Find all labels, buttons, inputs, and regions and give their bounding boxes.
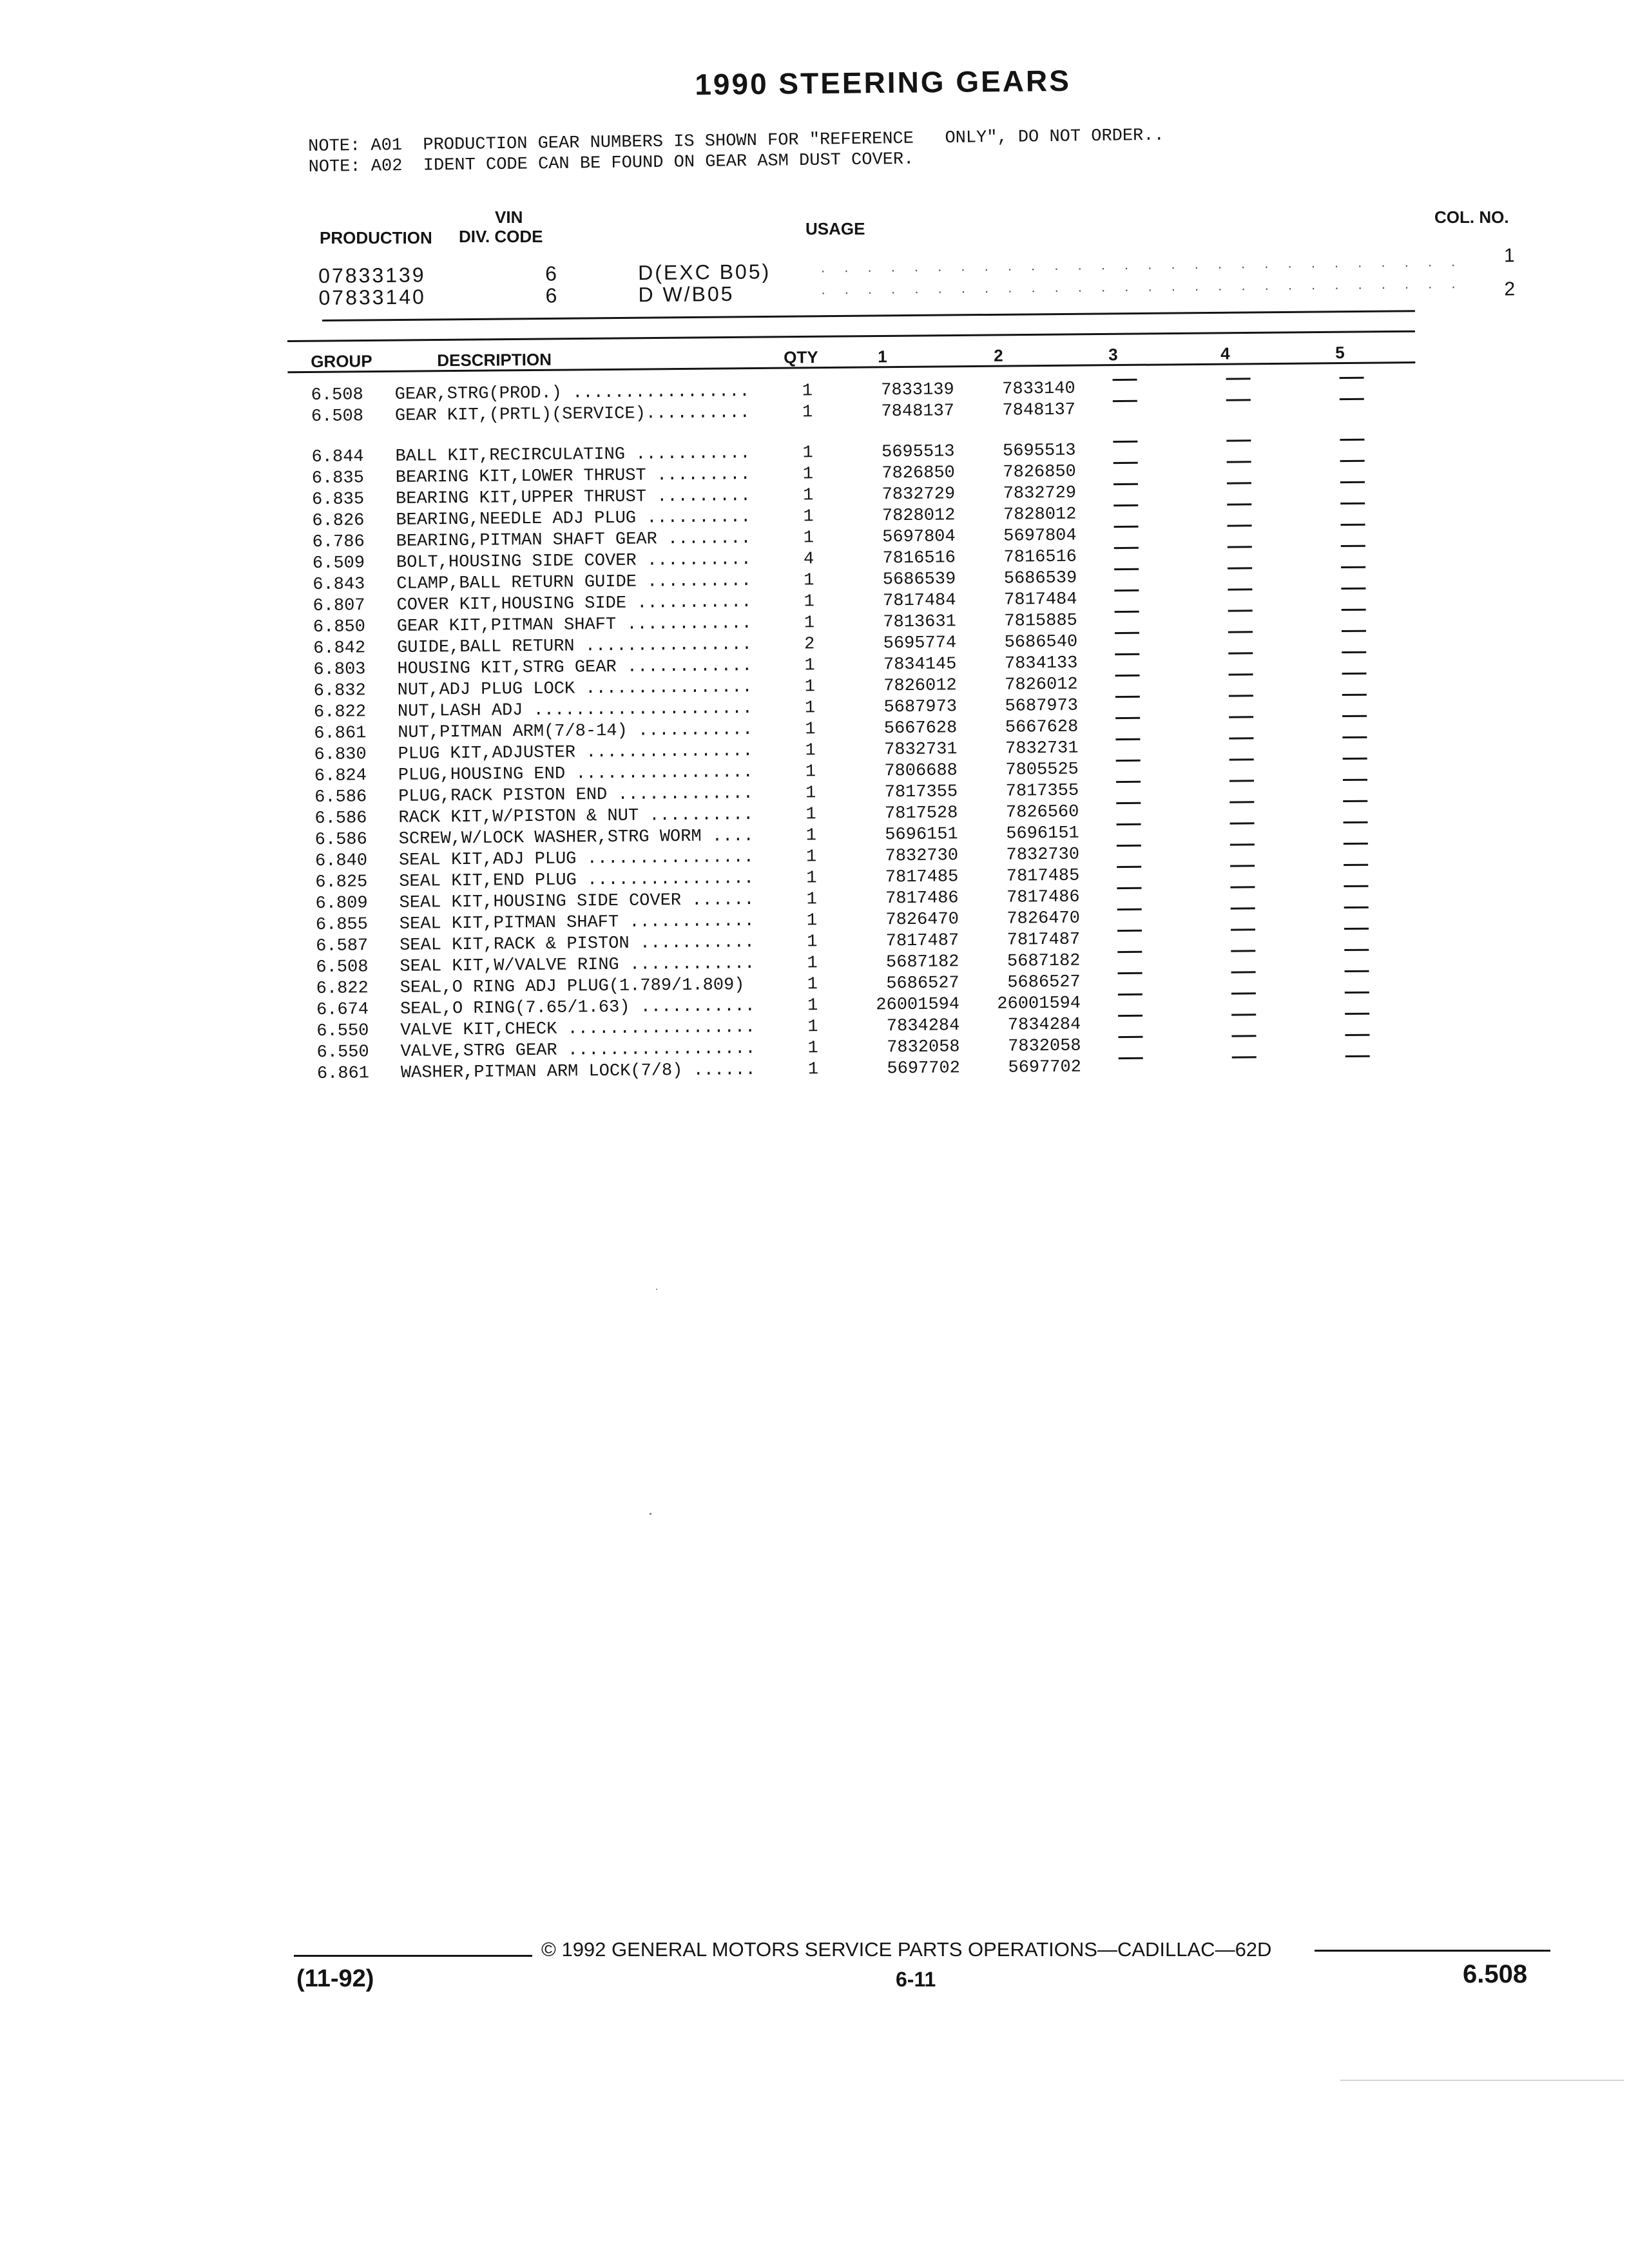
not-applicable-dash-col-5 <box>1342 651 1366 653</box>
part-number-col-1: 7817487 <box>885 931 959 952</box>
not-applicable-dash-col-5 <box>1345 1055 1370 1057</box>
part-number-col-2: 7834284 <box>1007 1015 1081 1035</box>
part-number-col-2: 5687973 <box>1005 696 1079 716</box>
not-applicable-dash-col-3 <box>1118 1015 1142 1017</box>
footer-section-number: 6.508 <box>1463 1960 1528 1988</box>
group-cell: 6.586 <box>314 787 367 807</box>
description-cell: PLUG,HOUSING END ................. <box>398 763 753 785</box>
not-applicable-dash-col-4 <box>1228 588 1252 590</box>
not-applicable-dash-col-4 <box>1231 1014 1256 1015</box>
part-number-col-1: 7816516 <box>882 548 956 569</box>
not-applicable-dash-col-4 <box>1226 439 1251 441</box>
not-applicable-dash-col-4 <box>1228 546 1252 548</box>
not-applicable-dash-col-3 <box>1115 632 1139 634</box>
description-cell: BEARING,NEEDLE ADJ PLUG .......... <box>396 508 751 530</box>
group-cell: 6.850 <box>313 617 366 637</box>
not-applicable-dash-col-4 <box>1229 758 1254 760</box>
group-cell: 6.822 <box>313 702 367 722</box>
not-applicable-dash-col-5 <box>1344 949 1369 951</box>
part-number-col-1: 5687182 <box>885 952 959 973</box>
not-applicable-dash-col-3 <box>1117 908 1142 910</box>
not-applicable-dash-col-5 <box>1342 715 1367 717</box>
not-applicable-dash-col-5 <box>1341 566 1365 568</box>
qty-cell: 1 <box>804 677 816 697</box>
not-applicable-dash-col-5 <box>1343 758 1367 760</box>
col-4-header: 4 <box>1220 343 1230 363</box>
qty-cell: 4 <box>803 550 815 570</box>
not-applicable-dash-col-4 <box>1228 652 1253 654</box>
group-cell: 6.508 <box>311 385 363 405</box>
part-number-col-2: 7817484 <box>1003 590 1077 610</box>
not-applicable-dash-col-4 <box>1230 843 1255 845</box>
part-number-col-1: 5697804 <box>882 527 956 548</box>
part-number-col-1: 7832729 <box>882 485 956 505</box>
description-cell: PLUG KIT,ADJUSTER ................ <box>398 742 753 764</box>
note-a02: NOTE: A02 IDENT CODE CAN BE FOUND ON GEAR ASM DUST COVER. <box>308 149 914 177</box>
description-cell: BOLT,HOUSING SIDE COVER .......... <box>396 550 751 573</box>
qty-cell: 1 <box>804 656 815 676</box>
not-applicable-dash-col-3 <box>1113 505 1138 506</box>
not-applicable-dash-col-4 <box>1231 992 1256 994</box>
group-header: GROUP <box>311 351 372 371</box>
footer-page-number: 6-11 <box>896 1968 936 1991</box>
page-title: 1990 STEERING GEARS <box>695 63 1072 101</box>
qty-cell: 1 <box>807 954 818 974</box>
part-number-col-2: 7832730 <box>1006 845 1080 865</box>
notes <box>308 126 1164 178</box>
part-number-col-1: 7834145 <box>883 655 957 675</box>
qty-cell: 1 <box>803 528 815 548</box>
description-cell: SEAL KIT,HOUSING SIDE COVER ...... <box>399 890 755 913</box>
not-applicable-dash-col-3 <box>1117 951 1142 953</box>
not-applicable-dash-col-3 <box>1113 400 1137 402</box>
part-number-col-2: 5686540 <box>1004 632 1078 653</box>
group-cell: 6.508 <box>311 407 364 427</box>
not-applicable-dash-col-5 <box>1344 864 1368 866</box>
group-cell: 6.550 <box>316 1043 369 1062</box>
not-applicable-dash-col-5 <box>1340 481 1365 483</box>
description-cell: COVER KIT,HOUSING SIDE ........... <box>396 593 752 615</box>
description-header: DESCRIPTION <box>437 349 552 370</box>
part-number-col-2: 7817355 <box>1005 781 1079 802</box>
qty-cell: 1 <box>807 1060 819 1080</box>
not-applicable-dash-col-5 <box>1341 588 1365 590</box>
part-number-col-1: 7817484 <box>882 591 956 611</box>
not-applicable-dash-col-3 <box>1115 675 1140 677</box>
qty-cell: 1 <box>806 869 817 889</box>
qty-cell: 1 <box>804 571 815 591</box>
vin-header: VIN <box>495 207 523 227</box>
description-cell: BEARING KIT,UPPER THRUST ......... <box>395 486 751 509</box>
not-applicable-dash-col-4 <box>1232 1056 1257 1058</box>
description-cell: SEAL KIT,END PLUG ................ <box>399 869 755 892</box>
part-number-col-1: 7817528 <box>884 803 958 824</box>
group-cell: 6.855 <box>315 915 369 935</box>
not-applicable-dash-col-4 <box>1228 631 1253 633</box>
qty-cell: 1 <box>807 932 818 952</box>
part-number-col-1: 7833139 <box>881 380 954 401</box>
description-cell: GUIDE,BALL RETURN ................ <box>397 635 753 658</box>
usage-div-code: 6 <box>545 262 559 285</box>
qty-cell: 1 <box>805 783 816 803</box>
not-applicable-dash-col-5 <box>1342 609 1366 611</box>
not-applicable-dash-col-4 <box>1231 971 1256 973</box>
group-cell: 6.786 <box>312 532 365 552</box>
group-cell: 6.844 <box>311 447 364 467</box>
part-number-col-2: 5686539 <box>1003 568 1077 589</box>
qty-cell: 1 <box>805 805 816 825</box>
not-applicable-dash-col-3 <box>1118 972 1142 974</box>
not-applicable-dash-col-5 <box>1345 1013 1369 1015</box>
group-cell: 6.840 <box>314 851 368 871</box>
not-applicable-dash-col-5 <box>1344 822 1368 823</box>
part-number-col-2: 7826012 <box>1005 675 1078 695</box>
not-applicable-dash-col-5 <box>1344 928 1369 930</box>
part-number-col-1: 7826850 <box>882 463 955 484</box>
part-number-col-2: 5696151 <box>1006 823 1079 844</box>
not-applicable-dash-col-4 <box>1226 378 1251 380</box>
not-applicable-dash-col-4 <box>1230 865 1255 867</box>
part-number-col-1: 7817355 <box>884 782 958 803</box>
note-a01: NOTE: A01 PRODUCTION GEAR NUMBERS IS SHOWN FOR "REFERENCE ONLY", DO NOT ORDER.. <box>308 126 1164 157</box>
not-applicable-dash-col-3 <box>1116 760 1141 762</box>
not-applicable-dash-col-4 <box>1231 1035 1256 1037</box>
part-number-col-2: 7832729 <box>1003 483 1077 504</box>
not-applicable-dash-col-4 <box>1230 886 1255 888</box>
not-applicable-dash-col-3 <box>1117 887 1141 889</box>
part-number-col-1: 7813631 <box>883 612 956 633</box>
not-applicable-dash-col-4 <box>1228 524 1252 526</box>
qty-header: QTY <box>784 347 818 367</box>
qty-cell: 1 <box>805 720 816 740</box>
not-applicable-dash-col-5 <box>1340 460 1365 462</box>
part-number-col-2: 7805525 <box>1005 760 1079 780</box>
col-5-header: 5 <box>1335 342 1345 363</box>
qty-cell: 1 <box>802 465 814 485</box>
part-number-col-1: 7834284 <box>886 1016 960 1037</box>
part-number-col-2: 5695513 <box>1002 441 1076 461</box>
not-applicable-dash-col-4 <box>1229 695 1253 697</box>
part-number-col-2: 7833140 <box>1002 379 1075 399</box>
usage-text: D(EXC B05) <box>637 260 771 285</box>
part-number-col-2: 7832058 <box>1008 1036 1081 1057</box>
not-applicable-dash-col-5 <box>1341 545 1365 547</box>
part-number-col-2: 5697702 <box>1008 1057 1081 1078</box>
group-cell: 6.822 <box>316 979 369 999</box>
part-number-col-1: 5695513 <box>881 442 955 463</box>
qty-cell: 1 <box>805 741 816 761</box>
part-number-col-2: 5686527 <box>1007 972 1081 993</box>
qty-cell: 1 <box>806 890 817 910</box>
group-cell: 6.807 <box>313 596 365 616</box>
not-applicable-dash-col-4 <box>1227 461 1251 463</box>
col-1-header: 1 <box>878 347 887 367</box>
part-number-col-1: 7828012 <box>882 506 956 526</box>
not-applicable-dash-col-3 <box>1117 823 1141 825</box>
not-applicable-dash-col-3 <box>1115 717 1140 719</box>
part-number-col-1: 5695774 <box>883 633 957 654</box>
qty-cell: 1 <box>805 762 816 782</box>
part-number-col-1: 7832731 <box>883 740 958 760</box>
not-applicable-dash-col-3 <box>1114 590 1139 591</box>
part-number-col-1: 7806688 <box>884 761 958 782</box>
part-number-col-2: 7826470 <box>1007 908 1080 929</box>
not-applicable-dash-col-3 <box>1116 802 1141 804</box>
qty-cell: 1 <box>802 443 813 463</box>
part-number-col-2: 7834133 <box>1004 653 1078 674</box>
part-number-col-1: 26001594 <box>876 995 960 1015</box>
part-number-col-2: 7816516 <box>1003 547 1077 568</box>
qty-cell: 1 <box>804 698 816 718</box>
part-number-col-2: 7817485 <box>1006 866 1080 887</box>
not-applicable-dash-col-4 <box>1229 673 1253 675</box>
not-applicable-dash-col-3 <box>1114 568 1139 570</box>
qty-cell: 1 <box>804 592 815 612</box>
description-cell: SEAL,O RING ADJ PLUG(1.789/1.809) <box>400 975 755 998</box>
not-applicable-dash-col-4 <box>1229 716 1253 718</box>
description-cell: HOUSING KIT,STRG GEAR ............ <box>397 657 753 679</box>
col-2-header: 2 <box>994 345 1003 365</box>
part-number-col-2: 7826560 <box>1005 802 1079 823</box>
not-applicable-dash-col-3 <box>1117 845 1141 847</box>
part-number-col-1: 5697702 <box>887 1059 960 1079</box>
not-applicable-dash-col-5 <box>1345 1034 1369 1036</box>
qty-cell: 1 <box>807 1017 818 1037</box>
not-applicable-dash-col-5 <box>1343 800 1367 802</box>
description-cell: VALVE,STRG GEAR .................. <box>400 1039 756 1062</box>
qty-cell: 1 <box>807 996 818 1016</box>
description-cell: CLAMP,BALL RETURN GUIDE .......... <box>396 572 752 594</box>
not-applicable-dash-col-4 <box>1228 567 1252 569</box>
group-cell: 6.586 <box>314 830 367 850</box>
usage-col-no: 1 <box>1503 245 1517 267</box>
not-applicable-dash-col-4 <box>1227 503 1251 505</box>
not-applicable-dash-col-5 <box>1340 398 1364 400</box>
not-applicable-dash-col-3 <box>1113 462 1138 464</box>
description-cell: SEAL KIT,ADJ PLUG ................ <box>398 848 755 870</box>
part-number-col-2: 5697804 <box>1003 526 1077 546</box>
description-cell: GEAR KIT,PITMAN SHAFT ............ <box>396 614 752 637</box>
scan-edge-line <box>1340 2080 1624 2081</box>
col-3-header: 3 <box>1108 345 1118 365</box>
part-number-col-1: 5667628 <box>883 718 958 739</box>
not-applicable-dash-col-3 <box>1117 930 1142 932</box>
description-cell: SEAL KIT,PITMAN SHAFT ............ <box>399 912 755 934</box>
not-applicable-dash-col-4 <box>1226 399 1251 401</box>
not-applicable-dash-col-3 <box>1114 547 1139 549</box>
group-cell: 6.587 <box>316 936 369 956</box>
div-code-header: DIV. CODE <box>459 227 543 246</box>
group-cell: 6.830 <box>314 745 367 765</box>
qty-cell: 1 <box>807 975 818 995</box>
group-cell: 6.861 <box>314 724 367 744</box>
part-number-col-1: 5686539 <box>882 570 956 590</box>
description-cell: BEARING KIT,LOWER THRUST ......... <box>395 465 751 488</box>
description-cell: VALVE KIT,CHECK .................. <box>400 1018 756 1041</box>
footer-date: (11-92) <box>296 1965 374 1992</box>
not-applicable-dash-col-3 <box>1113 379 1137 381</box>
not-applicable-dash-col-3 <box>1118 1036 1142 1038</box>
not-applicable-dash-col-5 <box>1340 503 1365 505</box>
not-applicable-dash-col-5 <box>1342 673 1367 675</box>
group-cell: 6.826 <box>312 511 365 531</box>
group-cell: 6.843 <box>313 575 365 595</box>
qty-cell: 1 <box>802 381 813 401</box>
part-number-col-1: 5696151 <box>885 825 958 845</box>
group-cell: 6.509 <box>312 553 365 573</box>
not-applicable-dash-col-4 <box>1231 907 1255 909</box>
part-number-col-1: 5687973 <box>883 697 958 718</box>
part-number-col-2: 7848137 <box>1002 400 1076 421</box>
footer-rule-right <box>1315 1950 1550 1952</box>
part-number-col-2: 7817487 <box>1007 930 1081 950</box>
not-applicable-dash-col-5 <box>1341 524 1365 526</box>
qty-cell: 1 <box>804 613 815 633</box>
part-number-col-2: 26001594 <box>997 994 1081 1014</box>
qty-cell: 2 <box>804 635 815 655</box>
description-cell: NUT,PITMAN ARM(7/8-14) ........... <box>398 720 753 743</box>
qty-cell: 1 <box>802 486 814 506</box>
description-cell: RACK KIT,W/PISTON & NUT .......... <box>398 805 754 828</box>
not-applicable-dash-col-5 <box>1344 885 1368 887</box>
not-applicable-dash-col-3 <box>1115 696 1140 698</box>
description-cell: WASHER,PITMAN ARM LOCK(7/8) ...... <box>400 1061 756 1083</box>
production-header: PRODUCTION <box>320 228 432 247</box>
group-cell: 6.835 <box>311 468 364 488</box>
description-cell: GEAR,STRG(PROD.) ................. <box>394 382 750 405</box>
description-cell: GEAR KIT,(PRTL)(SERVICE).......... <box>394 403 750 426</box>
description-cell: BALL KIT,RECIRCULATING ........... <box>395 444 751 466</box>
qty-cell: 1 <box>805 847 817 867</box>
not-applicable-dash-col-3 <box>1116 781 1141 783</box>
description-cell: SEAL KIT,W/VALVE RING ............ <box>400 954 755 977</box>
not-applicable-dash-col-3 <box>1115 738 1140 740</box>
part-number-col-1: 7848137 <box>881 401 955 422</box>
not-applicable-dash-col-4 <box>1229 737 1253 739</box>
part-number-col-2: 5667628 <box>1005 717 1079 738</box>
not-applicable-dash-col-3 <box>1119 1057 1143 1059</box>
part-number-col-2: 5687182 <box>1007 951 1081 972</box>
part-number-col-1: 7817486 <box>885 889 959 909</box>
description-cell: SCREW,W/LOCK WASHER,STRG WORM .... <box>398 827 754 849</box>
footer-rule-left <box>294 1955 532 1957</box>
not-applicable-dash-col-4 <box>1228 610 1253 611</box>
qty-cell: 1 <box>805 826 817 846</box>
not-applicable-dash-col-5 <box>1345 970 1369 972</box>
footer-copyright: © 1992 GENERAL MOTORS SERVICE PARTS OPERATIONS—CADILLAC—62D <box>541 1938 1272 1961</box>
part-number-col-1: 7817485 <box>885 867 959 888</box>
col-no-header: COL. NO. <box>1434 207 1509 227</box>
group-cell: 6.825 <box>315 872 368 892</box>
not-applicable-dash-col-5 <box>1340 377 1364 379</box>
not-applicable-dash-col-5 <box>1340 439 1364 441</box>
not-applicable-dash-col-5 <box>1342 736 1367 738</box>
description-cell: PLUG,RACK PISTON END ............. <box>398 784 754 807</box>
parts-table <box>311 333 1438 1086</box>
group-cell: 6.842 <box>313 639 366 658</box>
group-cell: 6.586 <box>314 809 367 829</box>
usage-block <box>318 245 1543 309</box>
group-cell: 6.803 <box>313 660 366 680</box>
scan-speck <box>656 1289 657 1290</box>
group-cell: 6.832 <box>313 681 366 701</box>
not-applicable-dash-col-5 <box>1345 992 1369 994</box>
part-number-col-2: 7828012 <box>1003 505 1077 525</box>
part-number-col-1: 7832058 <box>887 1037 960 1058</box>
usage-production: 07833139 <box>318 263 426 287</box>
qty-cell: 1 <box>806 911 818 931</box>
not-applicable-dash-col-5 <box>1344 843 1368 845</box>
group-cell: 6.508 <box>316 957 369 977</box>
description-cell: SEAL KIT,RACK & PISTON ........... <box>400 933 755 956</box>
not-applicable-dash-col-4 <box>1229 780 1254 782</box>
not-applicable-dash-col-3 <box>1117 866 1141 868</box>
part-number-col-1: 5686527 <box>886 974 959 994</box>
usage-col-no: 2 <box>1504 278 1518 300</box>
part-number-col-1: 7826012 <box>883 676 957 697</box>
not-applicable-dash-col-5 <box>1342 630 1366 632</box>
group-cell: 6.861 <box>316 1064 370 1084</box>
not-applicable-dash-col-3 <box>1115 611 1139 613</box>
group-cell: 6.835 <box>311 490 365 510</box>
qty-cell: 1 <box>807 1039 818 1059</box>
qty-cell: 1 <box>802 403 813 423</box>
part-number-col-2: 7832731 <box>1005 738 1079 759</box>
usage-text: D W/B05 <box>638 282 735 307</box>
group-cell: 6.809 <box>315 894 368 914</box>
group-cell: 6.550 <box>316 1021 369 1041</box>
group-cell: 6.674 <box>316 1000 369 1020</box>
description-cell: SEAL,O RING(7.65/1.63) ........... <box>400 997 756 1019</box>
usage-div-code: 6 <box>545 284 559 307</box>
description-cell: NUT,LASH ADJ ..................... <box>397 699 753 722</box>
part-number-col-2: 7826850 <box>1003 462 1076 483</box>
not-applicable-dash-col-3 <box>1113 483 1138 485</box>
scan-speck <box>650 1513 651 1515</box>
usage-rule <box>322 310 1415 322</box>
not-applicable-dash-col-5 <box>1344 907 1369 908</box>
part-number-col-1: 7826470 <box>885 910 959 930</box>
group-cell: 6.824 <box>314 766 367 786</box>
part-number-col-2: 7815885 <box>1004 611 1077 631</box>
usage-production: 07833140 <box>318 285 427 309</box>
not-applicable-dash-col-3 <box>1115 653 1139 655</box>
not-applicable-dash-col-3 <box>1118 994 1142 995</box>
not-applicable-dash-col-4 <box>1230 822 1255 824</box>
not-applicable-dash-col-5 <box>1343 779 1367 781</box>
description-cell: BEARING,PITMAN SHAFT GEAR ........ <box>396 529 751 552</box>
not-applicable-dash-col-5 <box>1342 694 1367 696</box>
description-cell: NUT,ADJ PLUG LOCK ................ <box>397 678 753 700</box>
usage-header: USAGE <box>805 219 865 238</box>
qty-cell: 1 <box>803 507 814 527</box>
not-applicable-dash-col-3 <box>1113 441 1137 443</box>
leader-dots <box>821 253 1459 276</box>
not-applicable-dash-col-3 <box>1114 526 1139 528</box>
not-applicable-dash-col-4 <box>1231 928 1255 930</box>
not-applicable-dash-col-4 <box>1231 950 1255 952</box>
part-number-col-2: 7817486 <box>1007 887 1080 908</box>
not-applicable-dash-col-4 <box>1227 482 1251 484</box>
not-applicable-dash-col-4 <box>1229 801 1254 803</box>
part-number-col-1: 7832730 <box>885 846 959 867</box>
